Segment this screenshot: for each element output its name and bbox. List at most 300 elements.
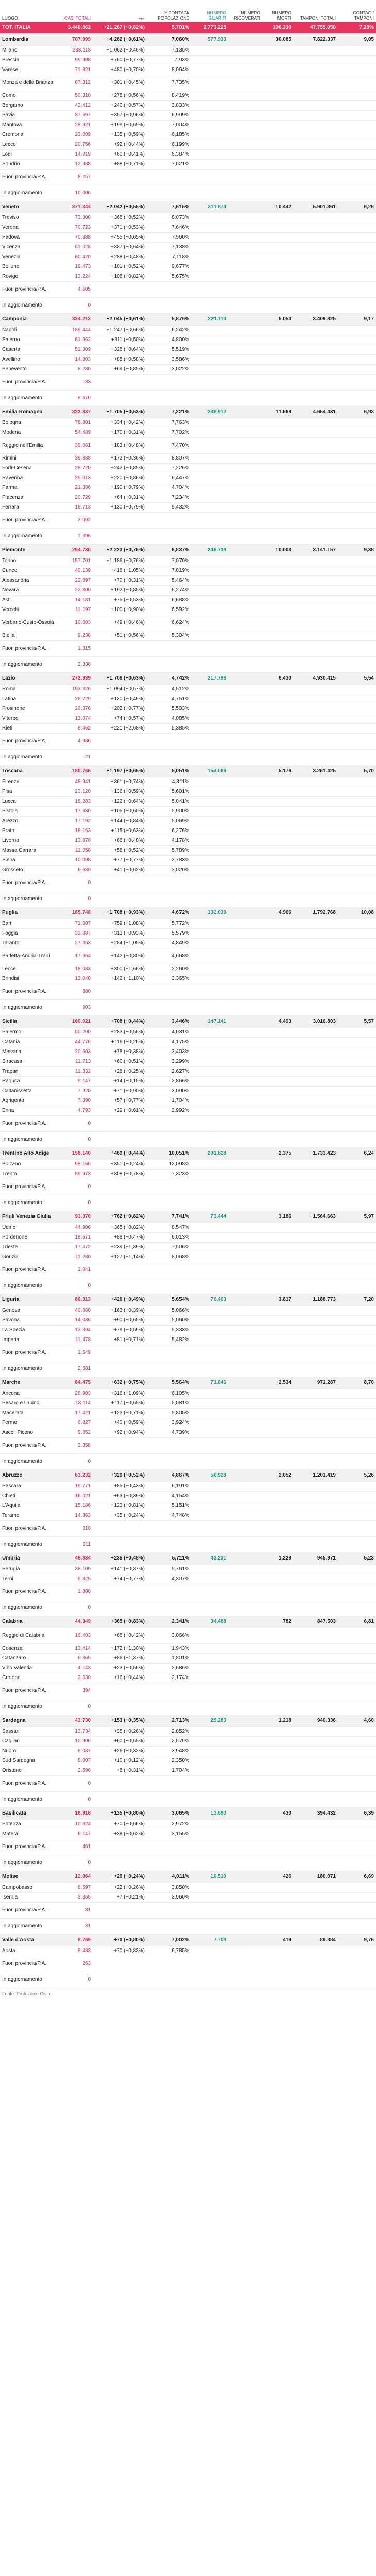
province-row[interactable] xyxy=(0,1000,376,1016)
province-row[interactable] xyxy=(0,817,376,826)
province-row[interactable] xyxy=(0,160,376,170)
cell-tamp xyxy=(293,817,338,826)
province-row[interactable] xyxy=(0,734,376,750)
province-row[interactable] xyxy=(0,140,376,150)
province-row[interactable] xyxy=(0,1361,376,1377)
province-row[interactable] xyxy=(0,641,376,657)
region-row[interactable] xyxy=(0,1294,376,1306)
cell-tamp xyxy=(293,483,338,493)
cell-pop: 7,741% xyxy=(147,1211,191,1223)
header-place[interactable]: LUOGO xyxy=(0,0,57,22)
cell-cases: 10.624 xyxy=(57,1820,93,1829)
cell-name: Fuori provincia/P.A. xyxy=(0,1521,57,1537)
province-row[interactable] xyxy=(0,1492,376,1501)
province-row[interactable] xyxy=(0,1077,376,1087)
cell-name: In aggiornamento xyxy=(0,1195,57,1211)
region-row[interactable] xyxy=(0,1871,376,1883)
province-row[interactable] xyxy=(0,919,376,929)
province-row[interactable] xyxy=(0,1511,376,1521)
province-row[interactable] xyxy=(0,1820,376,1829)
header-cases-swabs[interactable]: CONTAGI/ TAMPONI xyxy=(338,0,376,22)
cell-ct xyxy=(338,1116,376,1132)
province-row[interactable] xyxy=(0,724,376,734)
cell-ct xyxy=(338,355,376,365)
region-row[interactable] xyxy=(0,1377,376,1389)
cell-dead: 2.052 xyxy=(263,1470,293,1482)
cell-ric xyxy=(228,1160,263,1170)
cell-ct xyxy=(338,1278,376,1294)
cell-vax xyxy=(191,1737,228,1747)
cell-cases: 1.315 xyxy=(57,641,93,657)
province-row[interactable] xyxy=(0,473,376,483)
province-row[interactable] xyxy=(0,272,376,282)
header-cases[interactable]: CASI TOTALI xyxy=(57,0,93,22)
province-row[interactable] xyxy=(0,1345,376,1361)
cell-var: +75 (+0,53%) xyxy=(93,596,147,605)
province-row[interactable] xyxy=(0,1399,376,1409)
cell-var: +122 (+0,64%) xyxy=(93,797,147,807)
province-row[interactable] xyxy=(0,826,376,836)
province-row[interactable] xyxy=(0,503,376,513)
cell-dead: 4.966 xyxy=(263,907,293,919)
cell-var: +49 (+0,46%) xyxy=(93,615,147,631)
region-row[interactable] xyxy=(0,1470,376,1482)
province-row[interactable] xyxy=(0,233,376,243)
cell-name: Agrigento xyxy=(0,1096,57,1106)
cell-ric xyxy=(228,243,263,252)
cell-ct: 7,20 xyxy=(338,1294,376,1306)
province-row[interactable] xyxy=(0,1132,376,1148)
region-row[interactable] xyxy=(0,1808,376,1820)
province-row[interactable] xyxy=(0,836,376,846)
cell-dead xyxy=(263,262,293,272)
cell-tamp: 7.822.337 xyxy=(293,34,338,46)
province-row[interactable] xyxy=(0,46,376,56)
cell-cases: 10.906 xyxy=(57,1737,93,1747)
cell-name: Palermo xyxy=(0,1028,57,1038)
cell-dead xyxy=(263,1521,293,1537)
cell-ric xyxy=(228,641,263,657)
province-row[interactable] xyxy=(0,1565,376,1574)
cell-ric xyxy=(228,1654,263,1664)
province-row[interactable] xyxy=(0,1829,376,1839)
cell-name: Lodi xyxy=(0,150,57,160)
cell-ct xyxy=(338,984,376,1000)
province-row[interactable] xyxy=(0,1521,376,1537)
province-row[interactable] xyxy=(0,121,376,130)
region-row[interactable] xyxy=(0,766,376,777)
province-row[interactable] xyxy=(0,1418,376,1428)
header-hospitalized[interactable]: NUMERO RICOVERATI xyxy=(228,0,263,22)
province-row[interactable] xyxy=(0,75,376,91)
province-row[interactable] xyxy=(0,1756,376,1766)
cell-cases: 157.701 xyxy=(57,556,93,566)
cell-ct xyxy=(338,1047,376,1057)
province-row[interactable] xyxy=(0,493,376,503)
cell-vax xyxy=(191,596,228,605)
province-row[interactable] xyxy=(0,1243,376,1252)
region-row[interactable] xyxy=(0,907,376,919)
province-row[interactable] xyxy=(0,1903,376,1919)
cell-cases: 60.420 xyxy=(57,252,93,262)
province-row[interactable] xyxy=(0,483,376,493)
cell-ric xyxy=(228,984,263,1000)
cell-cases: 44.349 xyxy=(57,1616,93,1628)
province-row[interactable] xyxy=(0,111,376,121)
province-row[interactable] xyxy=(0,1792,376,1808)
cell-ct xyxy=(338,1792,376,1808)
province-row[interactable] xyxy=(0,1644,376,1654)
province-row[interactable] xyxy=(0,1096,376,1106)
cell-var: +130 (+0,49%) xyxy=(93,694,147,704)
province-row[interactable] xyxy=(0,1179,376,1195)
cell-pop: 3,022% xyxy=(147,365,191,375)
province-row[interactable] xyxy=(0,213,376,223)
province-row[interactable] xyxy=(0,1116,376,1132)
province-row[interactable] xyxy=(0,1673,376,1683)
cell-pop xyxy=(147,875,191,891)
cell-var: +38 (+0,62%) xyxy=(93,1829,147,1839)
province-row[interactable] xyxy=(0,576,376,586)
cell-name: Fuori provincia/P.A. xyxy=(0,1179,57,1195)
province-row[interactable] xyxy=(0,1501,376,1511)
province-row[interactable] xyxy=(0,1223,376,1233)
province-row[interactable] xyxy=(0,807,376,817)
province-row[interactable] xyxy=(0,750,376,766)
province-row[interactable] xyxy=(0,596,376,605)
province-row[interactable] xyxy=(0,875,376,891)
province-row[interactable] xyxy=(0,1654,376,1664)
region-row[interactable] xyxy=(0,34,376,46)
cell-ric xyxy=(228,1389,263,1399)
province-row[interactable] xyxy=(0,1438,376,1454)
province-row[interactable] xyxy=(0,1727,376,1737)
province-row[interactable] xyxy=(0,1584,376,1600)
region-row[interactable] xyxy=(0,201,376,213)
cell-ct xyxy=(338,529,376,545)
cell-pop: 10,051% xyxy=(147,1148,191,1160)
province-row[interactable] xyxy=(0,345,376,355)
header-variation[interactable]: +/− xyxy=(93,0,147,22)
cell-ric xyxy=(228,1243,263,1252)
cell-ct xyxy=(338,1057,376,1067)
cell-dead xyxy=(263,556,293,566)
province-row[interactable] xyxy=(0,866,376,875)
province-row[interactable] xyxy=(0,1428,376,1438)
total-row[interactable] xyxy=(0,22,376,34)
province-row[interactable] xyxy=(0,1409,376,1418)
cell-var: +760 (+0,77%) xyxy=(93,56,147,65)
province-row[interactable] xyxy=(0,1278,376,1294)
province-row[interactable] xyxy=(0,1699,376,1715)
province-row[interactable] xyxy=(0,1233,376,1243)
province-row[interactable] xyxy=(0,631,376,641)
cell-vax: 73.444 xyxy=(191,1211,228,1223)
province-row[interactable] xyxy=(0,326,376,335)
province-row[interactable] xyxy=(0,1326,376,1335)
province-row[interactable] xyxy=(0,605,376,615)
province-row[interactable] xyxy=(0,974,376,984)
province-row[interactable] xyxy=(0,1893,376,1903)
province-row[interactable] xyxy=(0,657,376,673)
cell-tamp xyxy=(293,454,338,464)
province-row[interactable] xyxy=(0,1855,376,1871)
province-row[interactable] xyxy=(0,335,376,345)
cell-dead xyxy=(263,1278,293,1294)
province-row[interactable] xyxy=(0,243,376,252)
province-row[interactable] xyxy=(0,185,376,201)
cell-pop: 6,199% xyxy=(147,140,191,150)
cell-dead xyxy=(263,919,293,929)
province-row[interactable] xyxy=(0,1628,376,1644)
cell-vax: 238.912 xyxy=(191,406,228,418)
cell-cases: 9.238 xyxy=(57,631,93,641)
cell-tamp xyxy=(293,694,338,704)
province-row[interactable] xyxy=(0,1160,376,1170)
province-row[interactable] xyxy=(0,464,376,473)
header-swabs[interactable]: TAMPONI TOTALI xyxy=(293,0,338,22)
province-row[interactable] xyxy=(0,1766,376,1776)
region-row[interactable] xyxy=(0,1016,376,1028)
cell-vax xyxy=(191,1345,228,1361)
province-row[interactable] xyxy=(0,948,376,964)
cell-tamp xyxy=(293,65,338,75)
province-row[interactable] xyxy=(0,454,376,464)
cell-ric xyxy=(228,1335,263,1345)
cell-tamp xyxy=(293,150,338,160)
province-row[interactable] xyxy=(0,846,376,856)
cell-cases: 18.114 xyxy=(57,1399,93,1409)
province-row[interactable] xyxy=(0,1776,376,1792)
province-row[interactable] xyxy=(0,513,376,529)
province-row[interactable] xyxy=(0,856,376,866)
cell-ric xyxy=(228,1454,263,1470)
cell-cases: 12.988 xyxy=(57,160,93,170)
cell-ct xyxy=(338,1223,376,1233)
cell-vax xyxy=(191,1179,228,1195)
province-row[interactable] xyxy=(0,170,376,185)
province-row[interactable] xyxy=(0,1262,376,1278)
cell-vax xyxy=(191,797,228,807)
cell-tamp: 3.261.425 xyxy=(293,766,338,777)
province-row[interactable] xyxy=(0,1482,376,1492)
header-population-pct[interactable]: % CONTAGI/ POPOLAZIONE xyxy=(147,0,191,22)
cell-vax xyxy=(191,1160,228,1170)
cell-tamp xyxy=(293,787,338,797)
province-row[interactable] xyxy=(0,1537,376,1553)
province-row[interactable] xyxy=(0,1195,376,1211)
province-row[interactable] xyxy=(0,586,376,596)
cell-ric xyxy=(228,1935,263,1946)
province-row[interactable] xyxy=(0,1839,376,1855)
cell-ct: 6,81 xyxy=(338,1616,376,1628)
province-row[interactable] xyxy=(0,1919,376,1935)
region-row[interactable] xyxy=(0,1935,376,1946)
province-row[interactable] xyxy=(0,1737,376,1747)
cell-ric xyxy=(228,1028,263,1038)
province-row[interactable] xyxy=(0,1106,376,1116)
cell-name: In aggiornamento xyxy=(0,298,57,314)
province-row[interactable] xyxy=(0,428,376,438)
province-row[interactable] xyxy=(0,223,376,233)
province-row[interactable] xyxy=(0,1028,376,1038)
region-row[interactable] xyxy=(0,1148,376,1160)
cell-cases: 10.603 xyxy=(57,615,93,631)
cell-dead xyxy=(263,714,293,724)
cell-pop: 7,135% xyxy=(147,46,191,56)
region-row[interactable] xyxy=(0,1616,376,1628)
cell-ric xyxy=(228,1278,263,1294)
province-row[interactable] xyxy=(0,1956,376,1972)
cell-vax xyxy=(191,46,228,56)
province-row[interactable] xyxy=(0,1306,376,1316)
cell-dead xyxy=(263,111,293,121)
cell-dead xyxy=(263,243,293,252)
cell-var xyxy=(93,1361,147,1377)
province-row[interactable] xyxy=(0,1600,376,1616)
cell-name: Rimini xyxy=(0,454,57,464)
province-row[interactable] xyxy=(0,1057,376,1067)
header-deaths[interactable]: NUMERO MORTI xyxy=(263,0,293,22)
cell-var: +1.705 (+0,53%) xyxy=(93,406,147,418)
cell-ric xyxy=(228,130,263,140)
province-row[interactable] xyxy=(0,1335,376,1345)
province-row[interactable] xyxy=(0,929,376,939)
cell-ct xyxy=(338,1756,376,1766)
province-row[interactable] xyxy=(0,1087,376,1096)
province-row[interactable] xyxy=(0,1972,376,1988)
province-row[interactable] xyxy=(0,56,376,65)
province-row[interactable] xyxy=(0,964,376,974)
province-row[interactable] xyxy=(0,797,376,807)
province-row[interactable] xyxy=(0,365,376,375)
province-row[interactable] xyxy=(0,101,376,111)
province-row[interactable] xyxy=(0,252,376,262)
province-row[interactable] xyxy=(0,438,376,454)
province-row[interactable] xyxy=(0,891,376,907)
province-row[interactable] xyxy=(0,418,376,428)
province-row[interactable] xyxy=(0,1574,376,1584)
province-row[interactable] xyxy=(0,566,376,576)
province-row[interactable] xyxy=(0,1170,376,1179)
province-row[interactable] xyxy=(0,694,376,704)
region-row[interactable] xyxy=(0,545,376,556)
cell-dead xyxy=(263,213,293,223)
province-row[interactable] xyxy=(0,615,376,631)
province-row[interactable] xyxy=(0,262,376,272)
cell-vax xyxy=(191,1057,228,1067)
province-row[interactable] xyxy=(0,787,376,797)
province-row[interactable] xyxy=(0,1389,376,1399)
region-row[interactable] xyxy=(0,1211,376,1223)
header-recovered[interactable]: NUMERO GUARITI xyxy=(191,0,228,22)
cell-cases: 51.309 xyxy=(57,345,93,355)
province-row[interactable] xyxy=(0,1747,376,1756)
province-row[interactable] xyxy=(0,1067,376,1077)
province-row[interactable] xyxy=(0,130,376,140)
province-row[interactable] xyxy=(0,1683,376,1699)
cell-cases: 0 xyxy=(57,1972,93,1988)
region-row[interactable] xyxy=(0,314,376,326)
cell-ric xyxy=(228,121,263,130)
cell-ct xyxy=(338,1919,376,1935)
province-row[interactable] xyxy=(0,282,376,298)
province-row[interactable] xyxy=(0,355,376,365)
cell-vax xyxy=(191,1399,228,1409)
province-row[interactable] xyxy=(0,984,376,1000)
province-row[interactable] xyxy=(0,714,376,724)
province-row[interactable] xyxy=(0,1316,376,1326)
cell-var: +7 (+0,21%) xyxy=(93,1893,147,1903)
cell-dead xyxy=(263,856,293,866)
cell-var: +172 (+1,30%) xyxy=(93,1644,147,1654)
cell-cases: 0 xyxy=(57,1195,93,1211)
cell-cases: 22.800 xyxy=(57,586,93,596)
cell-var: +135 (+0,59%) xyxy=(93,130,147,140)
region-row[interactable] xyxy=(0,406,376,418)
cell-ric xyxy=(228,513,263,529)
region-row[interactable] xyxy=(0,1553,376,1565)
cell-vax xyxy=(191,1389,228,1399)
cell-cases: 14.803 xyxy=(57,355,93,365)
cell-vax xyxy=(191,826,228,836)
province-row[interactable] xyxy=(0,1946,376,1956)
province-row[interactable] xyxy=(0,939,376,948)
province-row[interactable] xyxy=(0,704,376,714)
cell-name: Caserta xyxy=(0,345,57,355)
cell-ric xyxy=(228,1946,263,1956)
province-row[interactable] xyxy=(0,777,376,787)
province-row[interactable] xyxy=(0,375,376,391)
province-row[interactable] xyxy=(0,685,376,694)
cell-var: +127 (+1,14%) xyxy=(93,1252,147,1262)
cell-pop: 3,403% xyxy=(147,1047,191,1057)
cell-ric xyxy=(228,1016,263,1028)
region-row[interactable] xyxy=(0,1715,376,1727)
region-row[interactable] xyxy=(0,673,376,685)
province-row[interactable] xyxy=(0,150,376,160)
province-row[interactable] xyxy=(0,298,376,314)
province-row[interactable] xyxy=(0,1252,376,1262)
cell-tamp xyxy=(293,1883,338,1893)
cell-pop: 5,333% xyxy=(147,1326,191,1335)
cell-cases: 48.941 xyxy=(57,777,93,787)
cell-vax xyxy=(191,777,228,787)
cell-pop xyxy=(147,1600,191,1616)
cell-vax xyxy=(191,75,228,91)
cell-ct xyxy=(338,438,376,454)
cell-pop: 1,704% xyxy=(147,1096,191,1106)
province-row[interactable] xyxy=(0,65,376,75)
cell-ct xyxy=(338,170,376,185)
province-row[interactable] xyxy=(0,556,376,566)
province-row[interactable] xyxy=(0,529,376,545)
cell-cases: 4.986 xyxy=(57,734,93,750)
province-row[interactable] xyxy=(0,1664,376,1673)
province-row[interactable] xyxy=(0,391,376,406)
province-row[interactable] xyxy=(0,91,376,101)
cell-ric xyxy=(228,1361,263,1377)
province-row[interactable] xyxy=(0,1038,376,1047)
province-row[interactable] xyxy=(0,1047,376,1057)
province-row[interactable] xyxy=(0,1454,376,1470)
province-row[interactable] xyxy=(0,1883,376,1893)
cell-cases: 8.483 xyxy=(57,1946,93,1956)
cell-cases: 8.230 xyxy=(57,365,93,375)
cell-name: In aggiornamento xyxy=(0,1699,57,1715)
cell-tamp xyxy=(293,503,338,513)
cell-ct xyxy=(338,1418,376,1428)
